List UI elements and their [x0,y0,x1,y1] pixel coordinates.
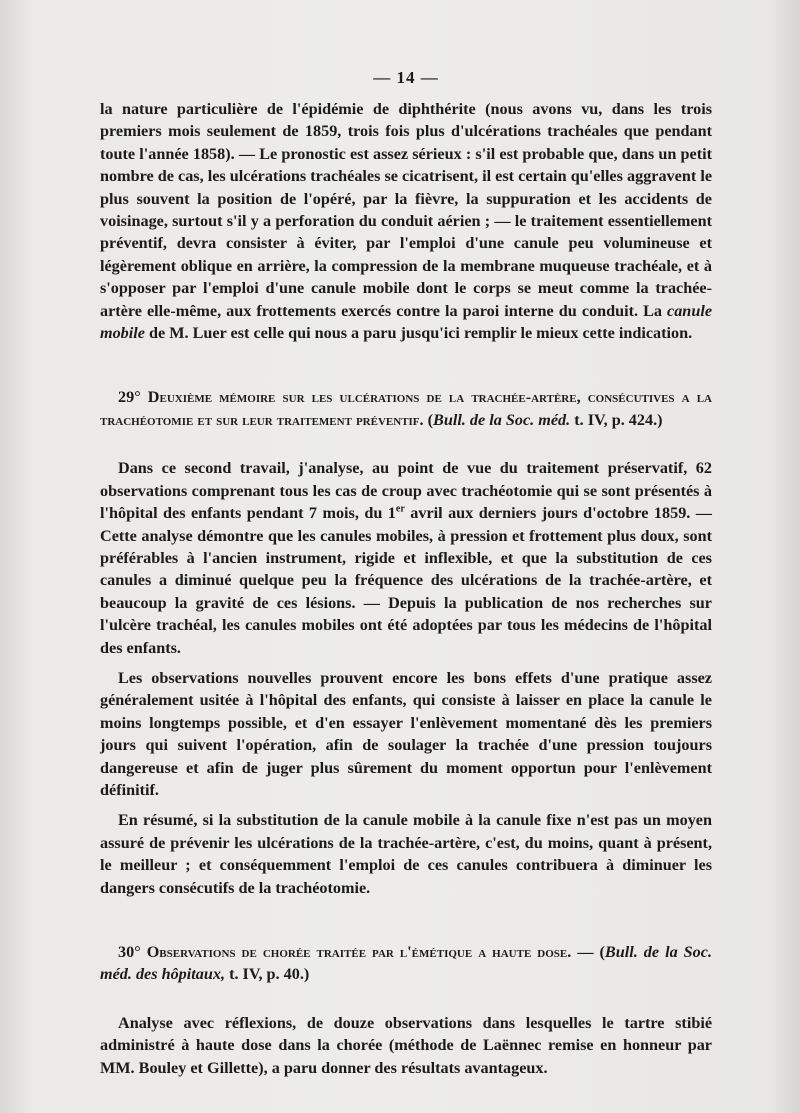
section-29-paragraph-1 [100,457,712,659]
section-29-p1-sup: er [395,503,405,515]
section-30-number: 30° [118,943,141,961]
section-29-heading [100,386,712,431]
section-29-paragraph-2: Les observations nouvelles prouvent encore les bons effets d'une pratique assez généralement usitée à l'hôpital des enfants, qui consiste à laisser en place la canule le moins longtemps possible, et d'en essayer l'enlèvement momentané dès les premiers jours qui suivent l'opération, afin de soulager la trachée d'une pression toujours dangereuse et afin de juger plus sûrement du moment opportun pour l'enlèvement définitif. [100,668,712,799]
section-30-heading [100,941,712,986]
section-29-ref-rest: t. IV, p. 424.) [570,410,663,429]
section-30-paragraph: Analyse avec réflexions, de douze observations dans lesquelles le tartre stibié administré à haute dose dans la chorée (méthode de Laënnec remise en honneur par MM. Bouley et Gillette), a paru donner des résultats avantageux. [100,1013,712,1077]
section-30-dash: — ( [571,943,605,961]
section-30-title: Observations de chorée traitée par l'émétique a haute dose. [146,943,572,961]
section-30-ref-rest: t. IV, p. 40.) [225,965,310,984]
section-29-paragraph-3: En résumé, si la substitution de la canule mobile à la canule fixe n'est pas un moyen assuré de prévenir les ulcérations de la trachée-artère, c'est, du moins, quant à présent, le meilleur ; et conséquemment l'emploi de ces canules contribuera à diminuer les dangers consécutifs de la trachéotomie. [100,811,712,897]
page-content [100,68,712,1079]
continuation-paragraph [100,98,712,344]
page-number: — 14 — [373,68,439,87]
section-29-number: 29° [118,388,141,407]
section-29-p1-text-end: avril aux derniers jours d'octobre 1859. —Cette analyse démontre que les canules mobiles, à pression et frottement plus doux, sont préférables à l'ancien instrument, rigide et inflexible, et que la substitution de ces canules a diminué quelque peu la fréquence des ulcérations de la trachée-artère, et beaucoup la gravité de ces lésions. — Depuis la publication de nos recherches sur l'ulcère trachéal, les canules mobiles ont été adoptées par tous les médecins de l'hôpital des enfants. [100,504,712,657]
section-29-ref-open: ( [423,410,434,429]
section-29-ref-source: Bull. de la Soc. méd. [433,410,571,429]
continuation-text: la nature particulière de l'épidémie de diphthérite (nous avons vu, dans les trois premiers mois seulement de 1859, trois fois plus d'ulcérations trachéales que pendant toute l'année 1858). — Le pronostic est assez sérieux : s'il est probable que, dans un petit nombre de cas, les ulcérations trachéales se cicatrisent, il est certain qu'elles aggravent le plus souvent la position de l'opéré, par la fièvre, la suppuration et les accidents de voisinage, surtout s'il y a perforation du conduit aérien ; — le traitement essentiellement préventif, devra consister à éviter, par l'emploi d'une canule peu volumineuse et légèrement oblique en arrière, la compression de la membrane muqueuse trachéale, et à s'opposer par l'emploi d'une canule mobile dont le corps se meut comme la trachée-artère elle-même, aux frottements exercés contre la paroi interne du conduit. La [100,100,712,320]
section-29-title: Deuxième mémoire sur les ulcérations de la trachée-artère, consécutives a la trachéotomie et sur leur traitement préventif. [100,388,712,429]
continuation-text-end: de M. Luer est celle qui nous a paru jusqu'ici remplir le mieux cette indication. [144,324,693,343]
section-29-p1-text: Dans ce second travail, j'analyse, au point de vue du traitement préservatif, 62 observations comprenant tous les cas de croup avec trachéotomie qui se sont présentés à l'hôpital des enfants pendant 7 mois, du 1 [100,459,712,523]
continuation-italic: canule mobile [100,301,712,343]
section-30-ref-source: Bull. de la Soc. méd. des hôpitaux, [100,943,713,984]
